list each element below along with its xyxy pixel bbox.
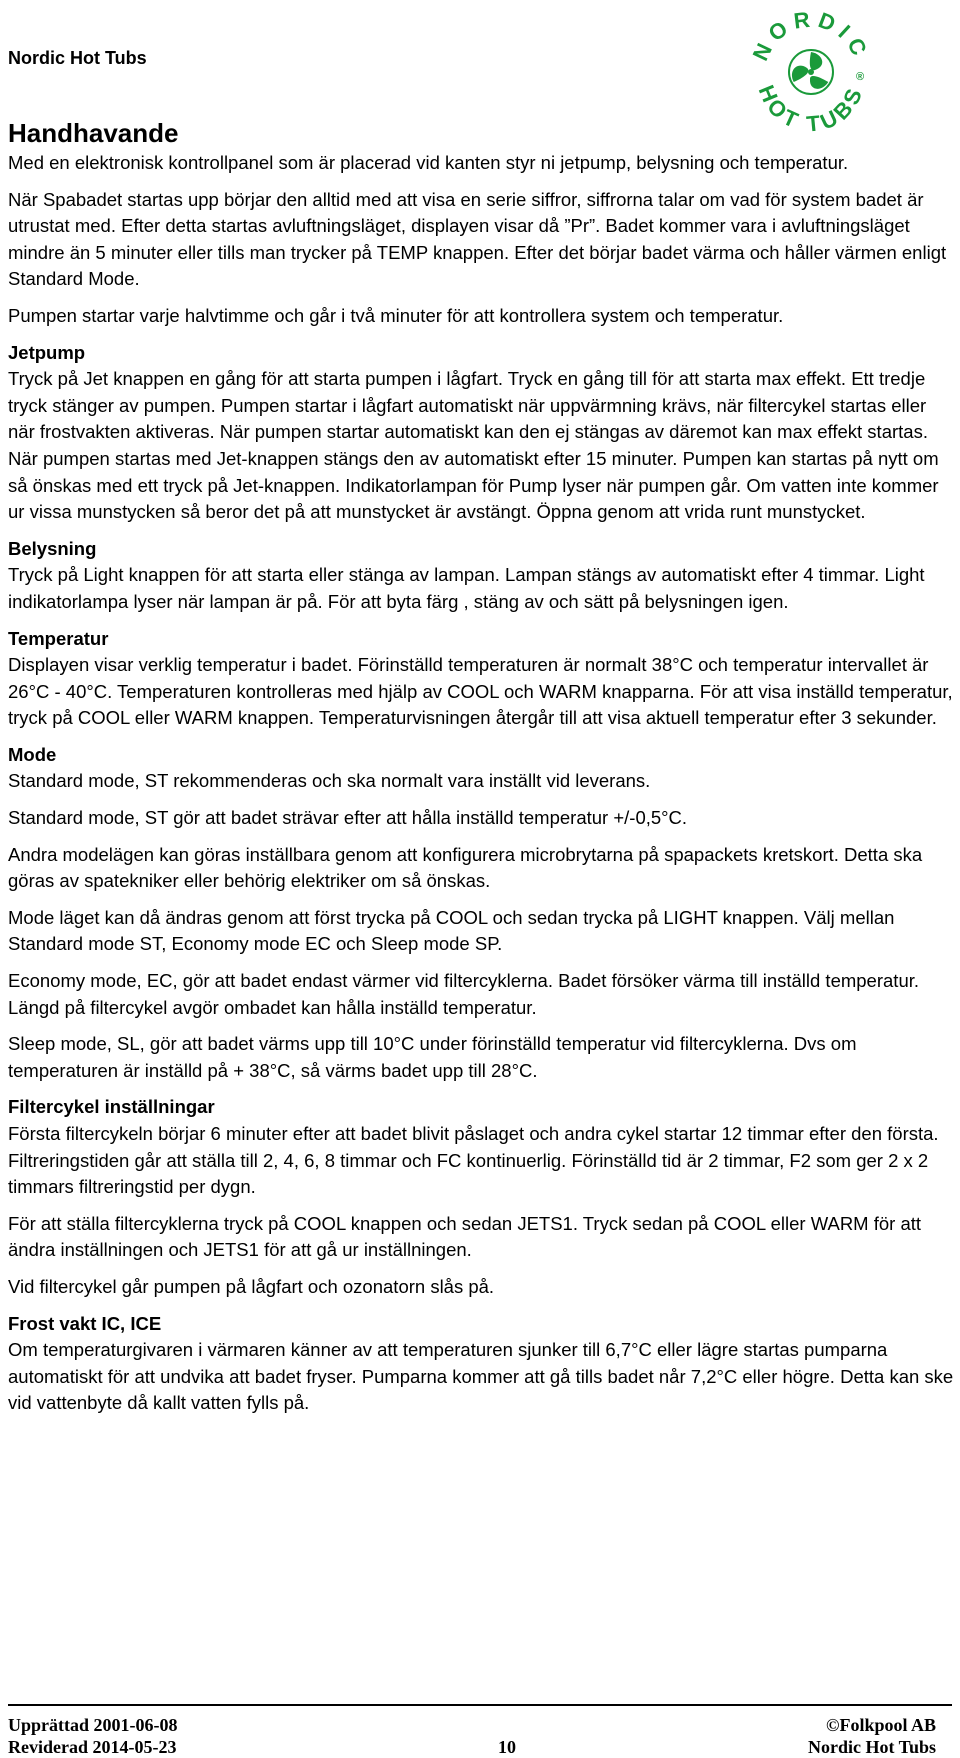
section-heading: Frost vakt IC, ICE bbox=[8, 1312, 162, 1334]
mode-paragraph: Mode läget kan då ändras genom att först trycka på COOL och sedan trycka på LIGHT knappen. Välj mellan Standard mode ST, Economy mode EC och Sleep mode SP. bbox=[8, 906, 895, 955]
footer-copyright: ©Folkpool AB bbox=[826, 1715, 936, 1735]
intro-paragraph: Pumpen startar varje halvtimme och går i två minuter för att kontrollera system och temperatur. bbox=[8, 304, 784, 326]
section-filtercykel bbox=[8, 1094, 956, 1200]
section-frost bbox=[8, 1311, 956, 1417]
section-heading: Mode bbox=[8, 743, 57, 765]
swirl-logo-icon bbox=[789, 50, 833, 94]
section-belysning bbox=[8, 536, 956, 616]
section-text: Första filtercykeln börjar 6 minuter efter att badet blivit påslaget och andra cykel startar 12 timmar efter den första. Filtreringstiden går att ställa till 2, 4, 6, 8 timmar och FC kontinuerlig. Förinställd tid är 2 timmar, F2 som ger 2 x 2 timmars filtreringstid per dygn. bbox=[8, 1123, 939, 1198]
header-brand: Nordic Hot Tubs bbox=[8, 48, 147, 68]
page-number: 10 bbox=[498, 1737, 516, 1757]
section-heading: Filtercykel inställningar bbox=[8, 1096, 215, 1118]
section-text: Displayen visar verklig temperatur i badet. Förinställd temperaturen är normalt 38°C och temperatur intervallet är 26°C - 40°C. Temperaturen kontrolleras med hjälp av COOL och WARM knapparna. För att visa inställd temperatur, tryck på COOL eller WARM knappen. Temperaturvisningen återgår till att visa aktuell temperatur efter 3 sekunder. bbox=[8, 654, 953, 729]
page-footer bbox=[8, 1714, 936, 1757]
filtercykel-paragraph: Vid filtercykel går pumpen på lågfart och ozonatorn slås på. bbox=[8, 1275, 495, 1297]
section-text: Om temperaturgivaren i värmaren känner av att temperaturen sjunker till 6,7°C eller lägre startas pumparna automatiskt för att undvika att badet fryser. Pumparna kommer att gå tills badet når 7,2°C eller högre. Detta kan ske vid vattenbyte då kallt vatten fylls på. bbox=[8, 1339, 954, 1414]
section-text: Tryck på Light knappen för att starta eller stänga av lampan. Lampan stängs av automatiskt efter 4 timmar. Light indikatorlampa lyser när lampan är på. För att byta färg , stäng av och sätt på belysningen igen. bbox=[8, 564, 925, 612]
section-text: Standard mode, ST rekommenderas och ska normalt vara inställt vid leverans. bbox=[8, 770, 651, 792]
section-heading: Belysning bbox=[8, 537, 97, 559]
footer-divider bbox=[8, 1704, 952, 1706]
nordic-hot-tubs-logo bbox=[736, 0, 886, 150]
footer-revised: Reviderad 2014-05-23 bbox=[8, 1737, 177, 1757]
footer-created: Upprättad 2001-06-08 bbox=[8, 1715, 178, 1735]
document-body bbox=[8, 150, 956, 1427]
section-text: Tryck på Jet knappen en gång för att starta pumpen i lågfart. Tryck en gång till för att starta max effekt. Ett tredje tryck stänger av pumpen. Pumpen startar i lågfart automatiskt när uppvärmning krävs, när filtercykel startas eller när frostvakten aktiveras. När pumpen startar automatiskt kan den ej stängas av däremot kan max effekt startas. När pumpen startas med Jet-knappen stängs den av automatiskt efter 15 minuter. Pumpen kan startas på nytt om så önskas med ett tryck på Jet-knappen. Indikatorlampan för Pump lyser när pumpen går. Om vatten inte kommer ur vissa munstycken så beror det på att munstycket är avstängt. Öppna genom att vrida runt munstycket. bbox=[8, 368, 939, 523]
mode-paragraph: Andra modelägen kan göras inställbara genom att konfigurera microbrytarna på spapackets kretskort. Detta ska göras av spatekniker eller behörig elektriker om så önskas. bbox=[8, 843, 923, 892]
logo-registered-mark: ® bbox=[856, 71, 865, 83]
intro-paragraph: Med en elektronisk kontrollpanel som är placerad vid kanten styr ni jetpump, belysning och temperatur. bbox=[8, 152, 849, 173]
section-heading: Temperatur bbox=[8, 627, 109, 649]
intro-paragraph: När Spabadet startas upp börjar den alltid med att visa en serie siffror, siffrorna talar om vad för system badet är utrustat med. Efter detta startas avluftningsläget, displayen visar då ”Pr”. Badet kommer vara i avluftningsläget mindre än 5 minuter eller tills man trycker på TEMP knappen. Efter det börjar badet värma och håller värmen enligt Standard Mode. bbox=[8, 188, 947, 290]
section-mode bbox=[8, 742, 956, 795]
section-temperatur bbox=[8, 626, 956, 732]
footer-brand: Nordic Hot Tubs bbox=[807, 1737, 936, 1757]
page-title: Handhavande bbox=[8, 118, 179, 148]
filtercykel-paragraph: För att ställa filtercyklerna tryck på COOL knappen och sedan JETS1. Tryck sedan på COOL eller WARM för att ändra inställningen och JETS1 för att gå ur inställningen. bbox=[8, 1212, 922, 1261]
mode-paragraph: Economy mode, EC, gör att badet endast värmer vid filtercyklerna. Badet försöker värma till inställd temperatur. Längd på filtercykel avgör ombadet kan hålla inställd temperatur. bbox=[8, 970, 920, 1018]
logo-top-text: NORDIC bbox=[747, 6, 875, 65]
mode-paragraph: Standard mode, ST gör att badet strävar efter att hålla inställd temperatur +/-0,5°C. bbox=[8, 807, 688, 829]
logo-bottom-text: HOT TUBS bbox=[753, 81, 869, 137]
section-jetpump bbox=[8, 340, 956, 526]
section-heading: Jetpump bbox=[8, 341, 86, 363]
mode-paragraph: Sleep mode, SL, gör att badet värms upp till 10°C under förinställd temperatur vid filtercyklerna. Dvs om temperaturen är inställd på + 38°C, så värms badet upp till 28°C. bbox=[8, 1033, 857, 1081]
